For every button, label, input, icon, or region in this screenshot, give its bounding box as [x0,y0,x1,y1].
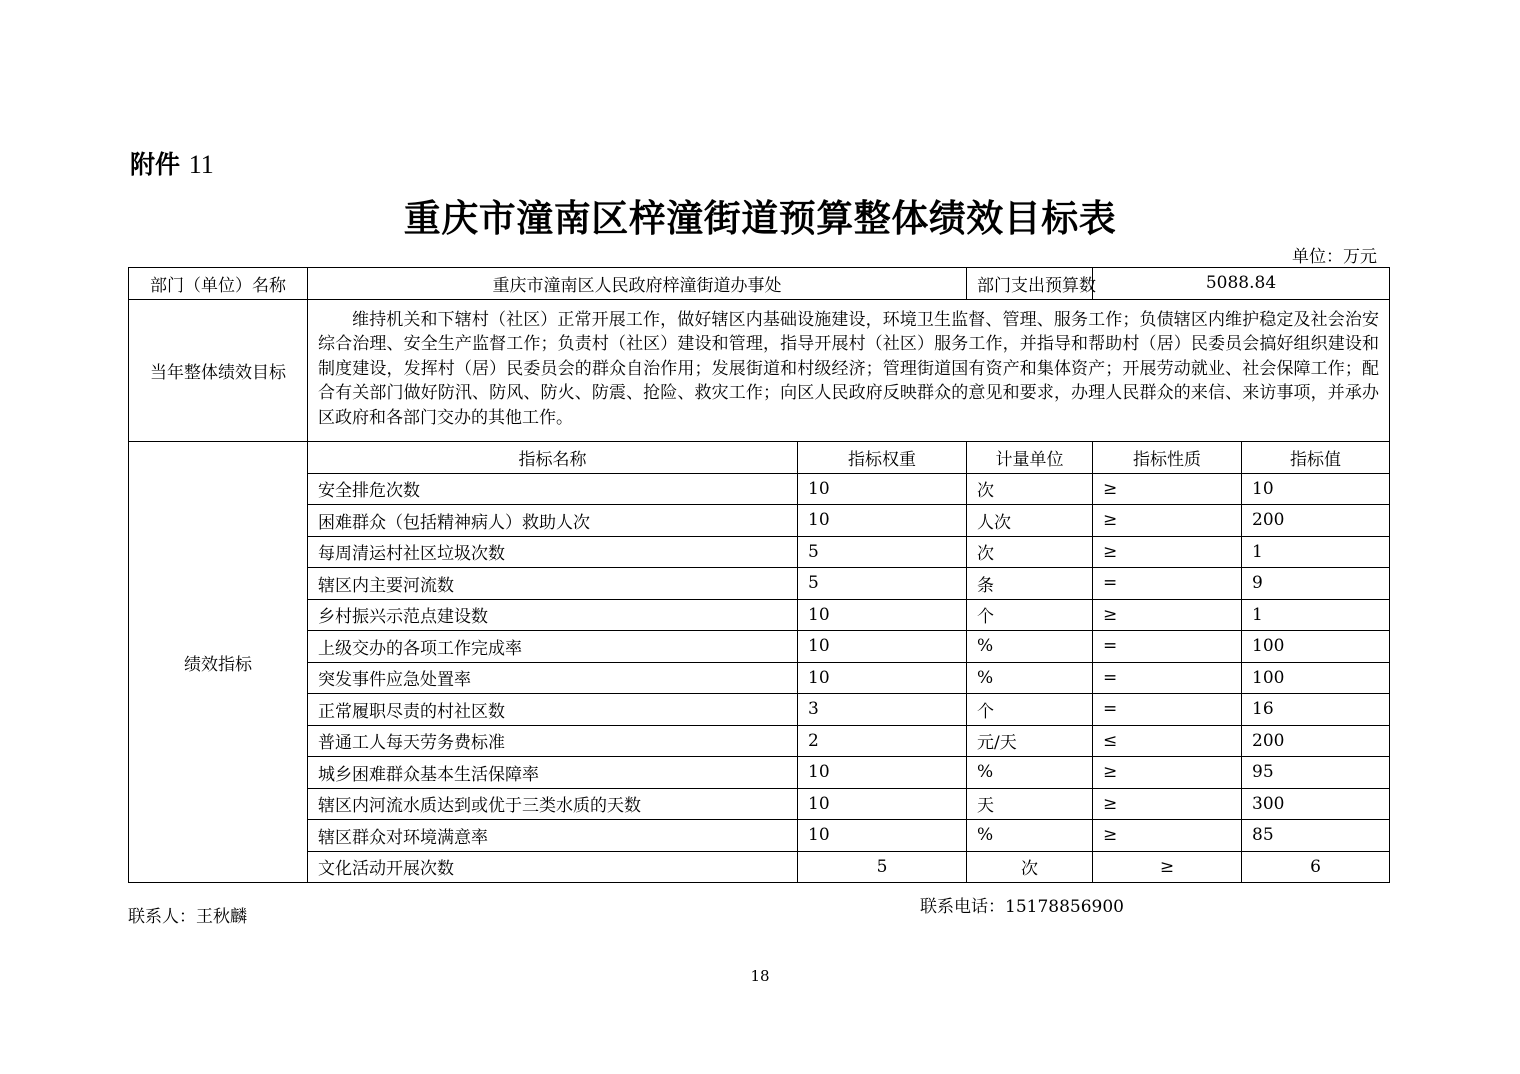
column-header: 指标值 [1242,442,1390,474]
indicator-value: 85 [1242,820,1390,852]
attachment-number: 11 [188,150,214,179]
indicator-value: 9 [1242,568,1390,600]
indicator-unit: 条 [967,568,1093,600]
indicator-weight: 5 [798,568,967,600]
indicator-weight: 10 [798,788,967,820]
indicator-weight: 10 [798,599,967,631]
table-row [129,851,1390,883]
indicator-nature: ≤ [1093,725,1242,757]
table-row [129,631,1390,663]
table-row [129,599,1390,631]
indicator-unit: % [967,631,1093,663]
page-number: 18 [750,967,770,985]
indicator-unit: 次 [967,851,1093,883]
column-header: 指标名称 [308,442,798,474]
indicator-weight: 5 [798,536,967,568]
indicator-nature: ≥ [1093,851,1242,883]
indicator-name: 每周清运村社区垃圾次数 [308,536,798,568]
indicator-unit: % [967,662,1093,694]
indicator-nature: ≥ [1093,757,1242,789]
indicator-nature: = [1093,694,1242,726]
indicator-nature: ≥ [1093,536,1242,568]
indicator-unit: 个 [967,599,1093,631]
budget-label: 部门支出预算数 [967,268,1093,300]
attachment-label [130,145,214,181]
indicator-unit: 元/天 [967,725,1093,757]
indicator-nature: = [1093,631,1242,663]
performance-table [128,267,1390,883]
indicator-value: 200 [1242,505,1390,537]
indicator-value: 10 [1242,473,1390,505]
indicator-name: 安全排危次数 [308,473,798,505]
table-row [129,536,1390,568]
indicator-value: 100 [1242,662,1390,694]
indicator-unit: % [967,820,1093,852]
indicator-unit: % [967,757,1093,789]
indicator-unit: 天 [967,788,1093,820]
indicator-weight: 5 [798,851,967,883]
indicator-nature: = [1093,662,1242,694]
indicator-header-row [129,442,1390,474]
indicator-nature: ≥ [1093,788,1242,820]
dept-label: 部门（单位）名称 [129,268,308,300]
table-row [129,757,1390,789]
indicator-name: 辖区群众对环境满意率 [308,820,798,852]
page-title: 重庆市潼南区梓潼街道预算整体绩效目标表 [403,196,1117,240]
indicator-nature: ≥ [1093,505,1242,537]
indicator-name: 城乡困难群众基本生活保障率 [308,757,798,789]
indicator-unit: 个 [967,694,1093,726]
goal-row [129,299,1390,442]
table-row [129,473,1390,505]
contact-person: 联系人：王秋麟 [128,907,247,927]
indicator-value: 6 [1242,851,1390,883]
indicator-weight: 10 [798,820,967,852]
indicator-unit: 次 [967,473,1093,505]
indicator-nature: ≥ [1093,820,1242,852]
indicators-section-label: 绩效指标 [129,442,308,883]
table-row [129,820,1390,852]
indicator-value: 1 [1242,536,1390,568]
unit-label: 单位：万元 [1292,247,1377,267]
table-row [129,788,1390,820]
indicator-name: 困难群众（包括精神病人）救助人次 [308,505,798,537]
indicator-weight: 10 [798,757,967,789]
indicator-value: 200 [1242,725,1390,757]
goal-label: 当年整体绩效目标 [129,299,308,442]
indicator-nature: ≥ [1093,473,1242,505]
attachment-text: 附件 [130,150,181,179]
indicator-value: 300 [1242,788,1390,820]
indicator-nature: ≥ [1093,599,1242,631]
header-row [129,268,1390,300]
table-row [129,694,1390,726]
table-row [129,568,1390,600]
indicator-weight: 10 [798,505,967,537]
column-header: 指标性质 [1093,442,1242,474]
indicator-name: 上级交办的各项工作完成率 [308,631,798,663]
indicator-name: 辖区内主要河流数 [308,568,798,600]
indicator-weight: 3 [798,694,967,726]
indicator-value: 16 [1242,694,1390,726]
budget-value: 5088.84 [1093,268,1390,300]
indicator-weight: 10 [798,662,967,694]
indicator-value: 1 [1242,599,1390,631]
table-row [129,725,1390,757]
indicator-name: 普通工人每天劳务费标准 [308,725,798,757]
indicator-weight: 2 [798,725,967,757]
table-row [129,662,1390,694]
indicator-weight: 10 [798,631,967,663]
indicator-nature: = [1093,568,1242,600]
indicator-name: 辖区内河流水质达到或优于三类水质的天数 [308,788,798,820]
indicator-name: 突发事件应急处置率 [308,662,798,694]
table-row [129,505,1390,537]
contact-phone: 联系电话：15178856900 [920,897,1124,917]
column-header: 指标权重 [798,442,967,474]
indicator-unit: 次 [967,536,1093,568]
indicator-value: 95 [1242,757,1390,789]
indicator-name: 文化活动开展次数 [308,851,798,883]
indicator-name: 乡村振兴示范点建设数 [308,599,798,631]
column-header: 计量单位 [967,442,1093,474]
indicator-unit: 人次 [967,505,1093,537]
indicator-name: 正常履职尽责的村社区数 [308,694,798,726]
dept-value: 重庆市潼南区人民政府梓潼街道办事处 [308,268,967,300]
goal-text: 维持机关和下辖村（社区）正常开展工作，做好辖区内基础设施建设，环境卫生监督、管理、服务工作；负债辖区内维护稳定及社会治安综合治理、安全生产监督工作；负责村（社区）建设和管理，指导开展村（社区）服务工作，并指导和帮助村（居）民委员会搞好组织建设和制度建设，发挥村（居）民委员会的群众自治作用；发展街道和村级经济；管理街道国有资产和集体资产；开展劳动就业、社会保障工作；配合有关部门做好防汛、防风、防火、防震、抢险、救灾工作；向区人民政府反映群众的意见和要求，办理人民群众的来信、来访事项，并承办区政府和各部门交办的其他工作。 [308,299,1390,442]
indicator-value: 100 [1242,631,1390,663]
indicator-weight: 10 [798,473,967,505]
